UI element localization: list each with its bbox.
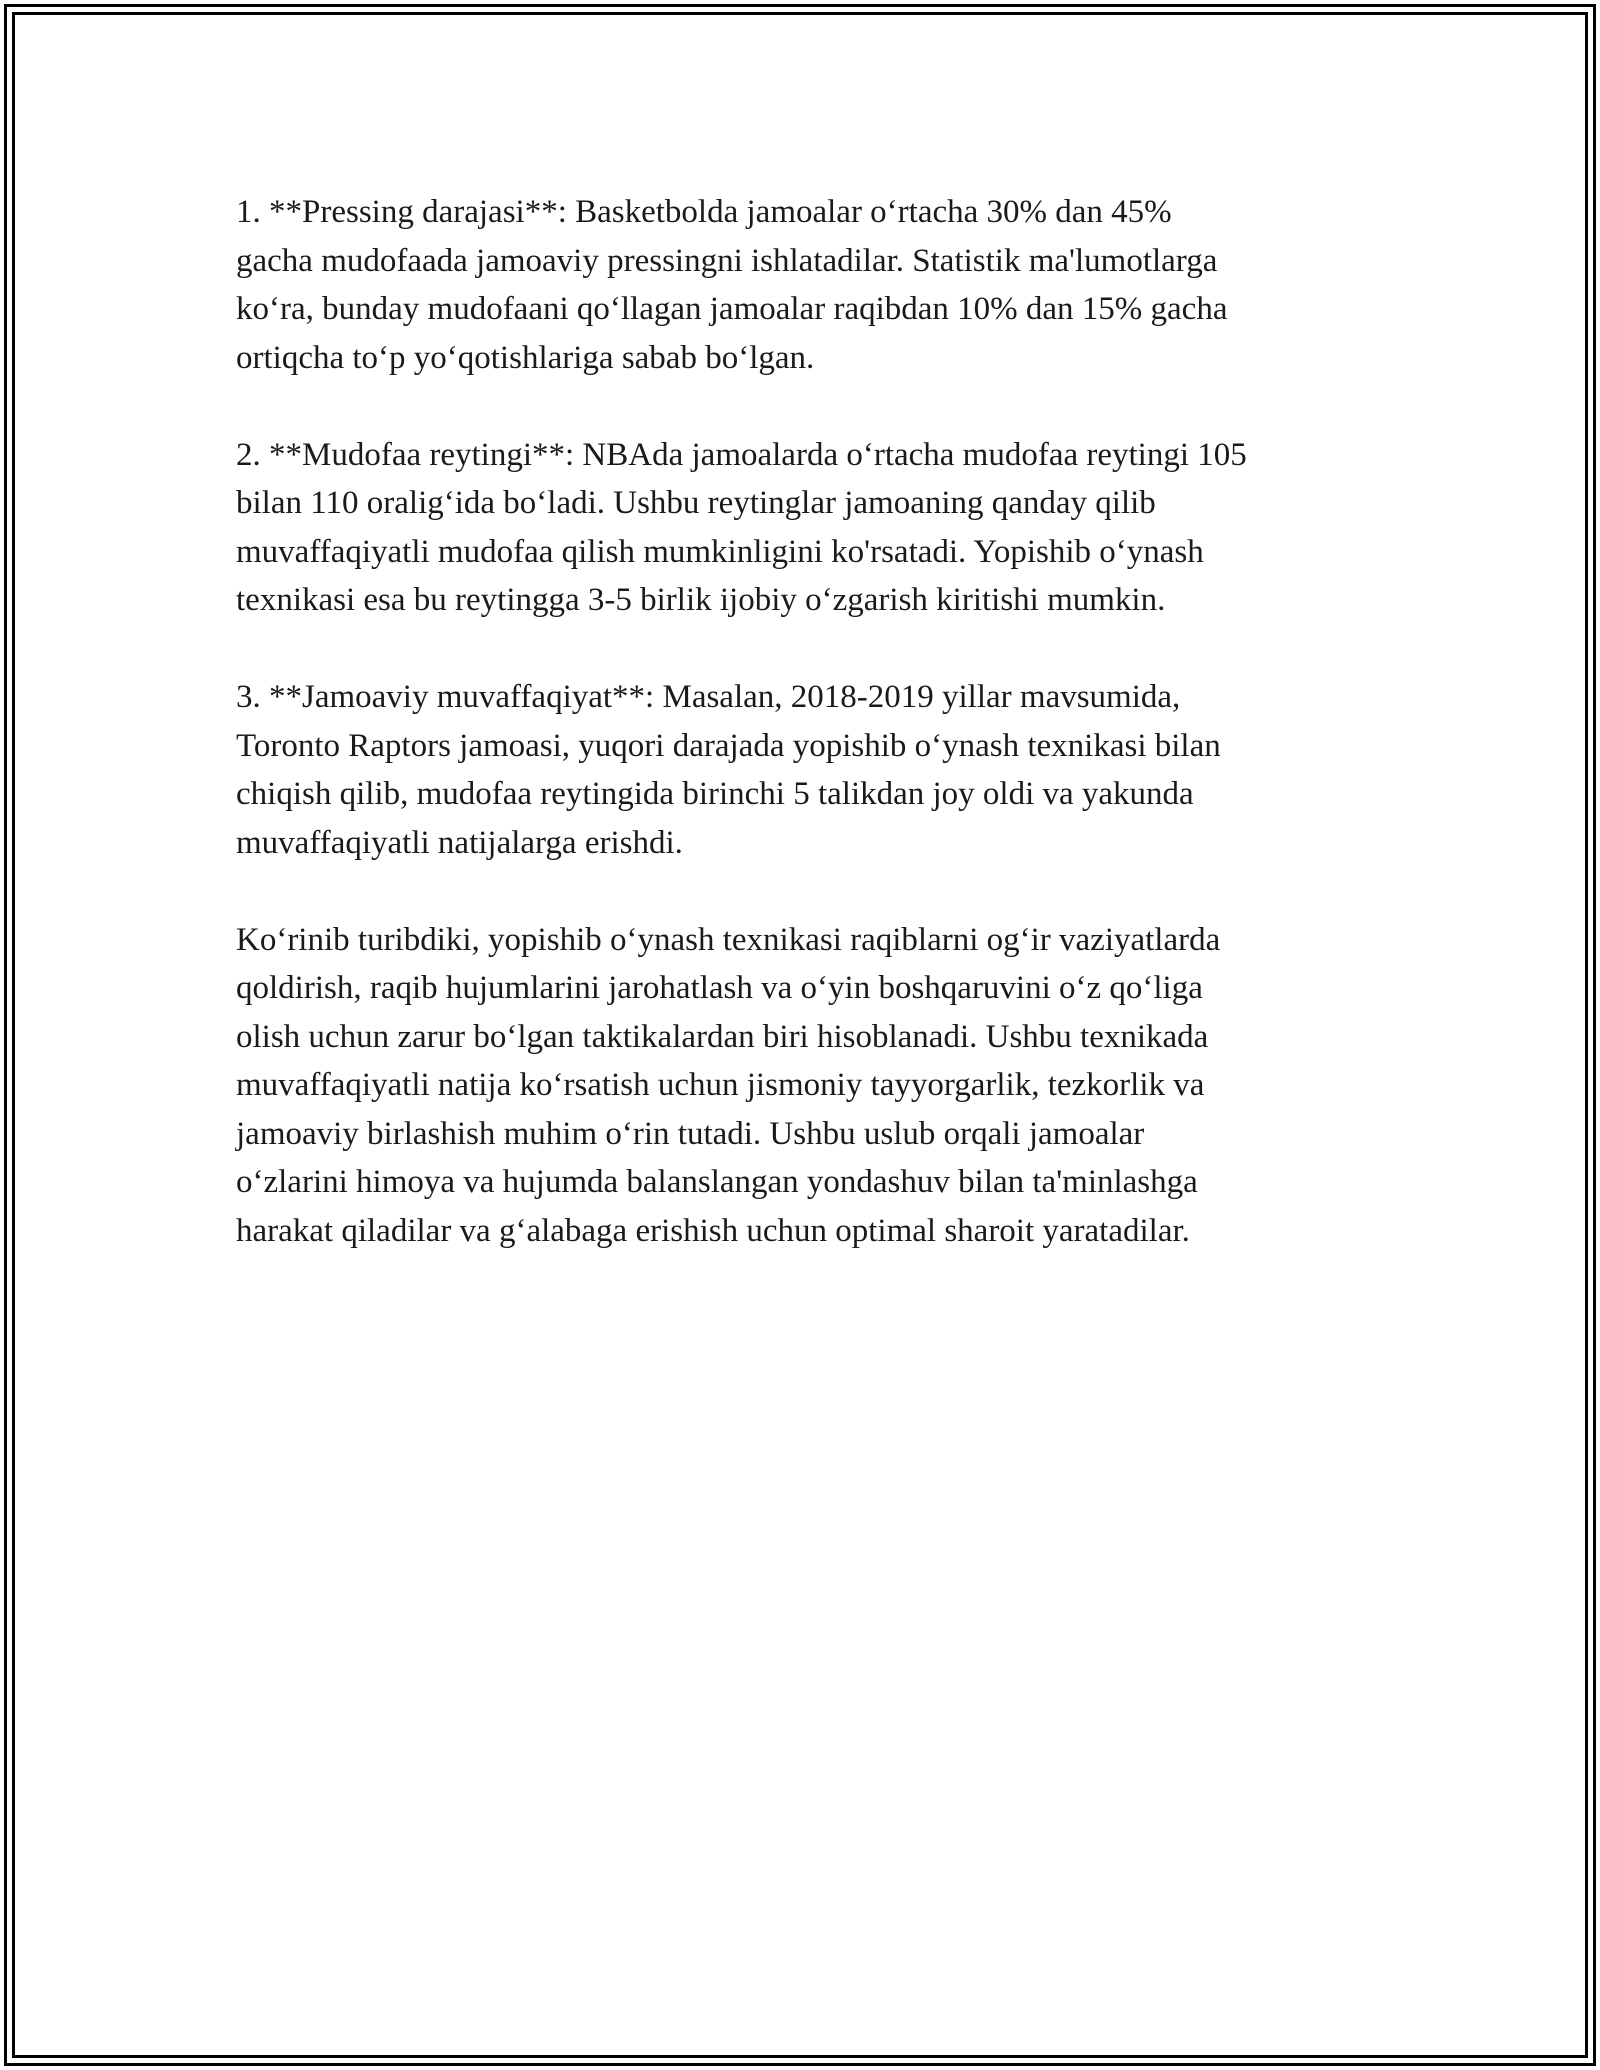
paragraph-pressing-level: 1. **Pressing darajasi**: Basketbolda jamoalar o‘rtacha 30% dan 45% gacha mudofaada jamoaviy pressingni ishlatadilar. Statistik ma'lumotlarga ko‘ra, bunday mudofaani qo‘llagan jamoalar raqibdan 10% dan 15% gacha ortiqcha to‘p yo‘qotishlariga sabab bo‘lgan. [236, 194, 1228, 376]
paragraph-defense-rating: 2. **Mudofaa reytingi**: NBAda jamoalarda o‘rtacha mudofaa reytingi 105 bilan 110 oralig‘ida bo‘ladi. Ushbu reytinglar jamoaning qanday qilib muvaffaqiyatli mudofaa qilish mumkinligini ko'rsatadi. Yopishib o‘ynash texnikasi esa bu reytingga 3-5 birlik ijobiy o‘zgarish kiritishi mumkin. [236, 436, 1247, 618]
paragraph-conclusion: Ko‘rinib turibdiki, yopishib o‘ynash texnikasi raqiblarni og‘ir vaziyatlarda qoldirish, raqib hujumlarini jarohatlash va o‘yin boshqaruvini o‘z qo‘liga olish uchun zarur bo‘lgan taktikalardan biri hisoblanadi. Ushbu texnikada muvaffaqiyatli natija ko‘rsatish uchun jismoniy tayyorgarlik, tezkorlik va jamoaviy birlashish muhim o‘rin tutadi. Ushbu uslub orqali jamoalar o‘zlarini himoya va hujumda balanslangan yondashuv bilan ta'minlashga harakat qiladilar va g‘alabaga erishish uchun optimal sharoit yaratadilar. [236, 921, 1221, 1249]
paragraph-team-success: 3. **Jamoaviy muvaffaqiyat**: Masalan, 2018-2019 yillar mavsumida, Toronto Raptors jamoasi, yuqori darajada yopishib o‘ynash texnikasi bilan chiqish qilib, mudofaa reytingida birinchi 5 talikdan joy oldi va yakunda muvaffaqiyatli natijalarga erishdi. [236, 679, 1221, 861]
document-body [236, 188, 1376, 1255]
